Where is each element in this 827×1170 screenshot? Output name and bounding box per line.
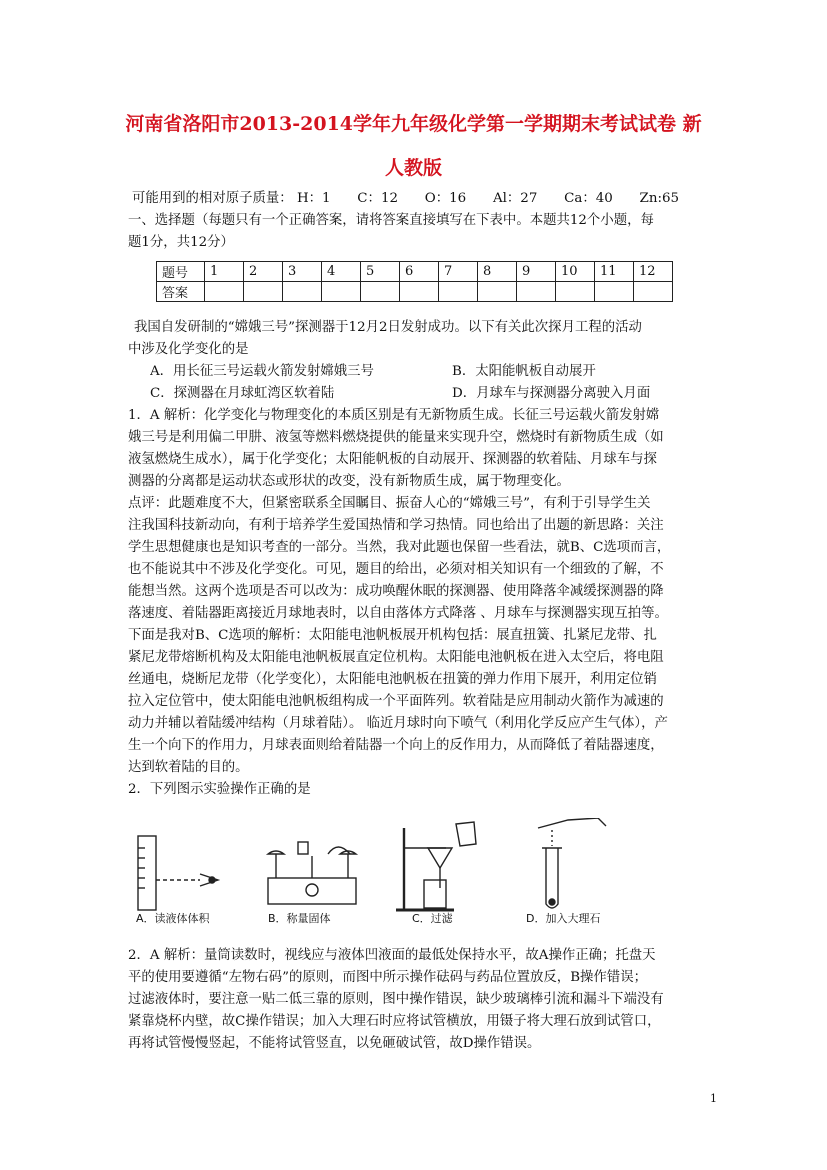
atomic-masses: 可能用到的相对原子质量： H：1 C：12 O：16 Al：27 Ca：40 Zn:65 xyxy=(132,191,680,206)
answer-cell xyxy=(595,282,634,302)
answer-table-number-row xyxy=(157,262,673,282)
q1-analysis-line: 测器的分离都是运动状态或形状的改变，没有新物质生成，属于物理变化。 xyxy=(128,474,570,489)
q2-analysis-line: 平的使用要遵循“左物右码”的原则，而图中所示操作砝码与药品位置放反，B操作错误； xyxy=(128,970,647,985)
q1-comment-line: 紧尼龙带熔断机构及太阳能电池帆板展直定位机构。太阳能电池帆板在进入太空后，将电阻 xyxy=(128,650,664,665)
table-number-4: 4 xyxy=(322,262,361,282)
answer-cell xyxy=(517,282,556,302)
answer-cell xyxy=(322,282,361,302)
q1-comment-line: 也不能说其中不涉及化学变化。可见，题目的给出，必须对相关知识有一个细致的了解，不 xyxy=(128,562,664,577)
q1-comment-line: 达到软着陆的目的。 xyxy=(128,760,249,775)
answer-cell xyxy=(205,282,244,302)
q1-analysis-line: 液氢燃烧生成水），属于化学变化；太阳能帆板的自动展开、探测器的软着陆、月球车与探 xyxy=(128,452,657,467)
answer-cell xyxy=(400,282,439,302)
filtration-icon xyxy=(396,822,476,910)
q2-stem: 2．下列图示实验操作正确的是 xyxy=(128,782,311,797)
q1-option-b: B．太阳能帆板自动展开 xyxy=(452,364,596,379)
table-number-3: 3 xyxy=(283,262,322,282)
table-number-2: 2 xyxy=(244,262,283,282)
q1-analysis-line: 娥三号是利用偏二甲肼、液氢等燃料燃烧提供的能量来实现升空，燃烧时有新物质生成（如 xyxy=(128,430,664,445)
test-tube-icon xyxy=(538,818,606,908)
q2-analysis-line: 2．A 解析：量筒读数时，视线应与液体凹液面的最低处保持水平，故A操作正确；托盘天 xyxy=(128,948,656,963)
section1-instructions-2: 题1分，共12分） xyxy=(128,235,234,250)
cylinder-reading-icon xyxy=(138,836,218,910)
q1-comment-line: 动力并辅以着陆缓冲结构（月球着陆）。 临近月球时向下喷气（利用化学反应产生气体），产 xyxy=(128,716,668,731)
q1-analysis-line: 1．A 解析：化学变化与物理变化的本质区别是有无新物质生成。长征三号运载火箭发射嫦 xyxy=(128,408,660,423)
q1-comment-line: 注我国科技新动向，有利于培养学生爱国热情和学习热情。同也给出了出题的新思路：关注 xyxy=(128,518,664,533)
answer-cell xyxy=(634,282,673,302)
answer-cell xyxy=(283,282,322,302)
q1-comment-line: 下面是我对B、C选项的解析：太阳能电池帆板展开机构包括：展直扭簧、扎紧尼龙带、扎 xyxy=(128,628,657,643)
q1-option-c: C．探测器在月球虹湾区软着陆 xyxy=(150,386,335,401)
table-number-8: 8 xyxy=(478,262,517,282)
q1-comment-line: 拉入定位管中，使太阳能电池帆板组构成一个平面阵列。软着陆是应用制动火箭作为减速的 xyxy=(128,694,664,709)
table-number-9: 9 xyxy=(517,262,556,282)
q2-analysis-line: 再将试管慢慢竖起，不能将试管竖直，以免砸破试管，故D操作错误。 xyxy=(128,1036,541,1051)
balance-icon xyxy=(268,842,356,904)
document-title-line1: 河南省洛阳市2013-2014学年九年级化学第一学期期末考试试卷 新 xyxy=(125,113,702,135)
q2-analysis-line: 紧靠烧杯内壁，故C操作错误；加入大理石时应将试管横放，用镊子将大理石放到试管口， xyxy=(128,1014,661,1029)
table-number-1: 1 xyxy=(205,262,244,282)
q1-comment-line: 能想当然。这两个选项是否可以改为：成功唤醒休眠的探测器、使用降落伞减缓探测器的降 xyxy=(128,584,664,599)
q2-illustrations xyxy=(128,818,708,930)
answer-cell xyxy=(361,282,400,302)
caption-d: D．加入大理石 xyxy=(526,912,601,925)
q2-analysis-line: 过滤液体时，要注意一贴二低三靠的原则，图中操作错误，缺少玻璃棒引流和漏斗下端没有 xyxy=(128,992,664,1007)
table-number-7: 7 xyxy=(439,262,478,282)
q1-comment-line: 学生思想健康也是知识考查的一部分。当然，我对此题也保留一些看法，就B、C选项而言， xyxy=(128,540,671,555)
section1-instructions-1: 一、选择题（每题只有一个正确答案，请将答案直接填写在下表中。本题共12个小题，每 xyxy=(128,213,654,228)
q2-figure xyxy=(128,818,708,930)
caption-a: A．读液体体积 xyxy=(136,912,210,925)
q1-option-a: A．用长征三号运载火箭发射嫦娥三号 xyxy=(150,364,374,379)
table-header-number: 题号 xyxy=(157,262,205,282)
answer-cell xyxy=(478,282,517,302)
q1-comment-line: 生一个向下的作用力，月球表面则给着陆器一个向上的反作用力，从而降低了着陆器速度， xyxy=(128,738,664,753)
caption-b: B．称量固体 xyxy=(268,912,331,925)
table-number-6: 6 xyxy=(400,262,439,282)
q1-stem-1: 我国自发研制的“嫦娥三号”探测器于12月2日发射成功。以下有关此次探月工程的活动 xyxy=(134,320,642,335)
table-number-12: 12 xyxy=(634,262,673,282)
answer-cell xyxy=(556,282,595,302)
table-header-answer: 答案 xyxy=(157,282,205,302)
page-number: 1 xyxy=(710,1092,717,1105)
q1-comment-line: 落速度、着陆器距离接近月球地表时，以自由落体方式降落 、月球车与探测器实现互拍等。 xyxy=(128,606,668,621)
document-title-line2: 人教版 xyxy=(384,157,442,179)
table-number-5: 5 xyxy=(361,262,400,282)
q1-comment-line: 丝通电，烧断尼龙带（化学变化），太阳能电池帆板在扭簧的弹力作用下展开，利用定位销 xyxy=(128,672,657,687)
q1-option-d: D．月球车与探测器分离驶入月面 xyxy=(452,386,651,401)
answer-table-answer-row xyxy=(157,282,673,302)
table-number-11: 11 xyxy=(595,262,634,282)
q1-stem-2: 中涉及化学变化的是 xyxy=(128,342,249,357)
table-number-10: 10 xyxy=(556,262,595,282)
q1-comment-line: 点评：此题难度不大，但紧密联系全国瞩目、振奋人心的“嫦娥三号”，有利于引导学生关 xyxy=(128,496,651,511)
answer-cell xyxy=(439,282,478,302)
answer-table xyxy=(156,261,673,302)
answer-cell xyxy=(244,282,283,302)
caption-c: C．过滤 xyxy=(412,912,453,925)
